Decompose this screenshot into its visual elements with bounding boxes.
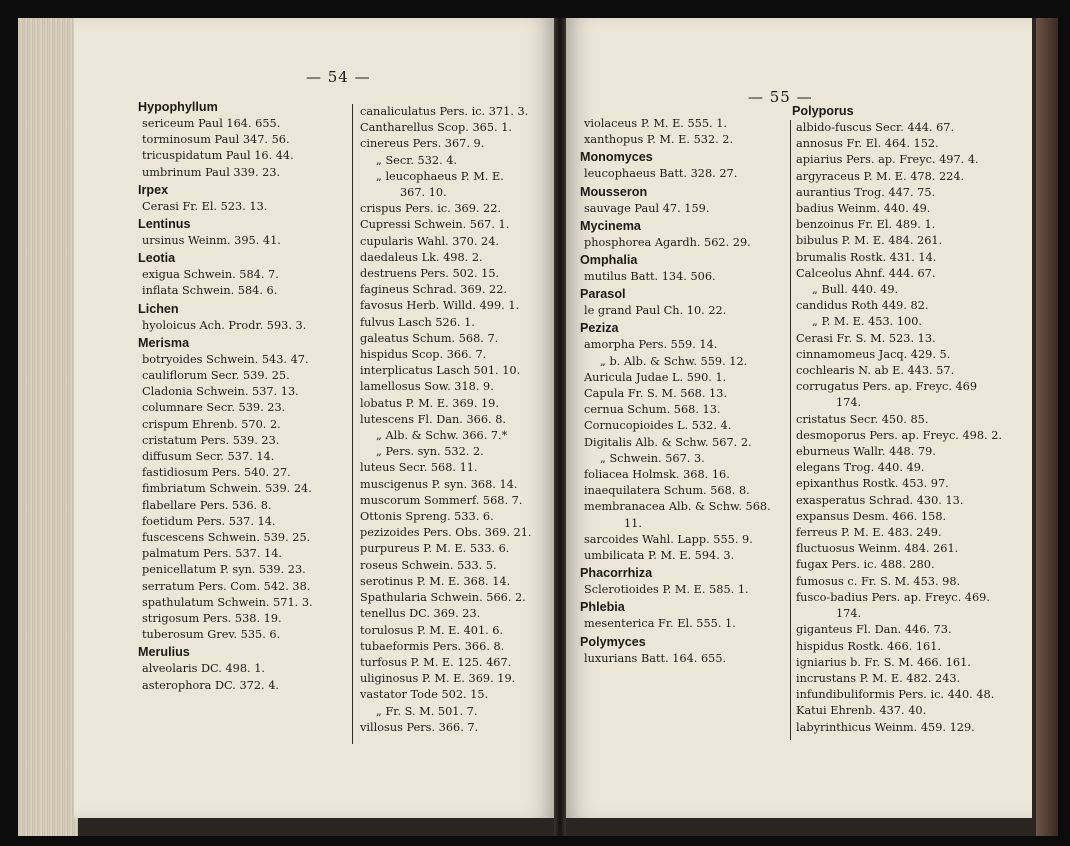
- species-entry: destruens Pers. 502. 15.: [360, 267, 500, 281]
- species-entry: botryoides Schwein. 543. 47.: [142, 352, 309, 366]
- genus-heading: Lentinus: [138, 217, 191, 232]
- right-column-1: [580, 116, 790, 667]
- species-entry: villosus Pers. 366. 7.: [360, 720, 479, 734]
- species-entry: incrustans P. M. E. 482. 243.: [796, 671, 961, 685]
- species-entry: „ Pers. syn. 532. 2.: [376, 445, 484, 459]
- species-entry: fulvus Lasch 526. 1.: [360, 315, 475, 329]
- species-entry: hispidus Scop. 366. 7.: [360, 348, 487, 362]
- book-gutter: [554, 18, 566, 836]
- book-spread: [18, 18, 1058, 836]
- species-entry: torminosum Paul 347. 56.: [142, 133, 290, 147]
- genus-heading: Omphalia: [580, 253, 638, 268]
- species-entry: hyoloicus Ach. Prodr. 593. 3.: [142, 318, 307, 332]
- species-entry: benzoinus Fr. El. 489. 1.: [796, 218, 936, 232]
- species-entry: fugax Pers. ic. 488. 280.: [796, 558, 935, 572]
- species-entry: Calceolus Ahnf. 444. 67.: [796, 266, 936, 280]
- right-page: [566, 18, 1032, 818]
- species-entry: „ leucophaeus P. M. E.: [376, 169, 504, 183]
- page-number-right: — 55 —: [748, 88, 813, 106]
- species-entry: Sclerotioides P. M. E. 585. 1.: [584, 583, 749, 597]
- species-entry: badius Weinm. 440. 49.: [796, 202, 931, 216]
- species-entry: pezizoides Pers. Obs. 369. 21.: [360, 526, 532, 540]
- genus-heading: Mycinema: [580, 218, 641, 233]
- genus-heading: Peziza: [580, 321, 619, 336]
- page-number-left: — 54 —: [306, 68, 371, 86]
- species-entry: leucophaeus Batt. 328. 27.: [584, 167, 738, 181]
- column-divider: [352, 104, 353, 744]
- species-entry: albido-fuscus Secr. 444. 67.: [796, 121, 955, 134]
- species-entry: Cladonia Schwein. 537. 13.: [142, 385, 299, 399]
- species-entry: 174.: [836, 396, 862, 410]
- genus-heading: Merulius: [138, 645, 190, 660]
- column-divider: [790, 120, 791, 740]
- species-entry: inflata Schwein. 584. 6.: [142, 284, 278, 298]
- species-entry: annosus Fr. El. 464. 152.: [796, 137, 939, 151]
- species-entry: „ b. Alb. & Schw. 559. 12.: [600, 354, 748, 368]
- genus-heading: Phlebia: [580, 600, 625, 615]
- species-entry: favosus Herb. Willd. 499. 1.: [360, 299, 520, 313]
- species-entry: cinnamomeus Jacq. 429. 5.: [796, 347, 951, 361]
- species-entry: „ Secr. 532. 4.: [376, 153, 458, 167]
- species-entry: apiarius Pers. ap. Freyc. 497. 4.: [796, 153, 979, 167]
- genus-heading: Irpex: [138, 182, 169, 197]
- species-entry: Cornucopioides L. 532. 4.: [584, 419, 732, 433]
- species-entry: spathulatum Schwein. 571. 3.: [142, 595, 313, 609]
- left-page: [74, 18, 554, 818]
- species-entry: lobatus P. M. E. 369. 19.: [360, 396, 499, 410]
- species-entry: mutilus Batt. 134. 506.: [584, 270, 716, 284]
- species-entry: penicellatum P. syn. 539. 23.: [142, 563, 306, 577]
- species-entry: „ Alb. & Schw. 366. 7.*: [376, 429, 508, 443]
- species-entry: sarcoides Wahl. Lapp. 555. 9.: [584, 532, 753, 546]
- species-entry: argyraceus P. M. E. 478. 224.: [796, 169, 965, 183]
- species-entry: tenellus DC. 369. 23.: [360, 607, 481, 621]
- left-column-1: [138, 98, 338, 694]
- species-entry: turfosus P. M. E. 125. 467.: [360, 655, 512, 669]
- right-column-2: [792, 102, 1026, 736]
- species-entry: uliginosus P. M. E. 369. 19.: [360, 672, 516, 686]
- left-column-2: [356, 104, 552, 736]
- species-entry: cinereus Pers. 367. 9.: [360, 137, 485, 151]
- genus-heading: Lichen: [138, 301, 179, 316]
- species-entry: mesenterica Fr. El. 555. 1.: [584, 617, 736, 631]
- species-entry: amorpha Pers. 559. 14.: [584, 338, 718, 352]
- species-entry: violaceus P. M. E. 555. 1.: [584, 117, 728, 130]
- species-entry: serotinus P. M. E. 368. 14.: [360, 574, 511, 588]
- species-entry: exasperatus Schrad. 430. 13.: [796, 493, 964, 507]
- page-edges-left: [18, 18, 78, 836]
- book-cover-edge: [1036, 18, 1058, 836]
- species-entry: 367. 10.: [400, 186, 447, 200]
- species-entry: cauliflorum Secr. 539. 25.: [142, 369, 290, 383]
- species-entry: roseus Schwein. 533. 5.: [360, 558, 497, 572]
- species-entry: vastator Tode 502. 15.: [360, 688, 489, 702]
- species-entry: palmatum Pers. 537. 14.: [142, 547, 283, 561]
- species-entry: crispus Pers. ic. 369. 22.: [360, 202, 502, 216]
- species-entry: asterophora DC. 372. 4.: [142, 678, 279, 692]
- species-entry: igniarius b. Fr. S. M. 466. 161.: [796, 655, 971, 669]
- species-entry: le grand Paul Ch. 10. 22.: [584, 304, 727, 318]
- genus-heading: Parasol: [580, 287, 626, 302]
- species-entry: luteus Secr. 568. 11.: [360, 461, 478, 475]
- species-entry: lamellosus Sow. 318. 9.: [360, 380, 494, 394]
- species-entry: columnare Secr. 539. 23.: [142, 401, 286, 415]
- species-entry: cochlearis N. ab E. 443. 57.: [796, 364, 955, 378]
- species-entry: fuscescens Schwein. 539. 25.: [142, 531, 311, 545]
- species-entry: fumosus c. Fr. S. M. 453. 98.: [796, 574, 961, 588]
- species-entry: membranacea Alb. & Schw. 568.: [584, 500, 771, 514]
- species-entry: fastidiosum Pers. 540. 27.: [142, 466, 291, 480]
- species-entry: foetidum Pers. 537. 14.: [142, 514, 276, 528]
- genus-heading: Monomyces: [580, 150, 653, 165]
- genus-heading: Leotia: [138, 251, 176, 266]
- species-entry: tubaeformis Pers. 366. 8.: [360, 639, 505, 653]
- species-entry: galeatus Schum. 568. 7.: [360, 331, 499, 345]
- species-entry: tuberosum Grev. 535. 6.: [142, 628, 281, 642]
- species-entry: „ P. M. E. 453. 100.: [812, 315, 923, 329]
- species-entry: cristatus Secr. 450. 85.: [796, 412, 929, 426]
- species-entry: Cantharellus Scop. 365. 1.: [360, 121, 512, 135]
- species-entry: Capula Fr. S. M. 568. 13.: [584, 387, 727, 401]
- species-entry: phosphorea Agardh. 562. 29.: [584, 235, 751, 249]
- species-entry: Katui Ehrenb. 437. 40.: [796, 704, 927, 718]
- species-entry: expansus Desm. 466. 158.: [796, 509, 947, 523]
- species-entry: umbrinum Paul 339. 23.: [142, 165, 281, 179]
- species-entry: sauvage Paul 47. 159.: [584, 201, 710, 215]
- genus-heading: Polymyces: [580, 634, 646, 649]
- species-entry: Cerasi Fr. El. 523. 13.: [142, 199, 268, 213]
- species-entry: epixanthus Rostk. 453. 97.: [796, 477, 949, 491]
- species-entry: bibulus P. M. E. 484. 261.: [796, 234, 943, 248]
- species-entry: interplicatus Lasch 501. 10.: [360, 364, 521, 378]
- species-entry: hispidus Rostk. 466. 161.: [796, 639, 941, 653]
- species-entry: Cupressi Schwein. 567. 1.: [360, 218, 510, 232]
- species-entry: xanthopus P. M. E. 532. 2.: [584, 133, 734, 147]
- species-entry: fluctuosus Weinm. 484. 261.: [796, 542, 959, 556]
- species-entry: serratum Pers. Com. 542. 38.: [142, 579, 311, 593]
- species-entry: sericeum Paul 164. 655.: [142, 117, 281, 130]
- species-entry: flabellare Pers. 536. 8.: [142, 498, 272, 512]
- species-entry: labyrinthicus Weinm. 459. 129.: [796, 720, 975, 734]
- genus-heading: Polyporus: [792, 104, 854, 118]
- species-entry: ursinus Weinm. 395. 41.: [142, 234, 281, 248]
- species-entry: giganteus Fl. Dan. 446. 73.: [796, 623, 952, 637]
- species-entry: infundibuliformis Pers. ic. 440. 48.: [796, 688, 995, 702]
- genus-heading: Hypophyllum: [138, 100, 218, 114]
- species-entry: candidus Roth 449. 82.: [796, 299, 929, 313]
- species-entry: crispum Ehrenb. 570. 2.: [142, 417, 281, 431]
- species-entry: Cerasi Fr. S. M. 523. 13.: [796, 331, 936, 345]
- species-entry: Spathularia Schwein. 566. 2.: [360, 591, 526, 605]
- species-entry: cernua Schum. 568. 13.: [584, 403, 721, 417]
- species-entry: ferreus P. M. E. 483. 249.: [796, 526, 942, 540]
- species-entry: 11.: [624, 516, 642, 530]
- species-entry: fagineus Schrad. 369. 22.: [360, 283, 507, 297]
- species-entry: Digitalis Alb. & Schw. 567. 2.: [584, 435, 752, 449]
- species-entry: umbilicata P. M. E. 594. 3.: [584, 549, 735, 563]
- species-entry: cupularis Wahl. 370. 24.: [360, 234, 500, 248]
- species-entry: muscorum Sommerf. 568. 7.: [360, 493, 523, 507]
- species-entry: corrugatus Pers. ap. Freyc. 469: [796, 380, 978, 394]
- species-entry: lutescens Fl. Dan. 366. 8.: [360, 412, 506, 426]
- species-entry: „ Fr. S. M. 501. 7.: [376, 704, 478, 718]
- species-entry: exigua Schwein. 584. 7.: [142, 268, 279, 282]
- genus-heading: Merisma: [138, 335, 190, 350]
- species-entry: muscigenus P. syn. 368. 14.: [360, 477, 518, 491]
- species-entry: torulosus P. M. E. 401. 6.: [360, 623, 504, 637]
- species-entry: eburneus Wallr. 448. 79.: [796, 445, 936, 459]
- species-entry: diffusum Secr. 537. 14.: [142, 450, 275, 464]
- species-entry: daedaleus Lk. 498. 2.: [360, 250, 483, 264]
- species-entry: Auricula Judae L. 590. 1.: [584, 370, 727, 384]
- species-entry: fusco-badius Pers. ap. Freyc. 469.: [796, 590, 990, 604]
- species-entry: purpureus P. M. E. 533. 6.: [360, 542, 510, 556]
- species-entry: Ottonis Spreng. 533. 6.: [360, 510, 494, 524]
- species-entry: foliacea Holmsk. 368. 16.: [584, 468, 730, 482]
- genus-heading: Mousseron: [580, 184, 648, 199]
- species-entry: „ Bull. 440. 49.: [812, 283, 899, 297]
- species-entry: strigosum Pers. 538. 19.: [142, 612, 282, 626]
- species-entry: canaliculatus Pers. ic. 371. 3.: [360, 105, 529, 118]
- species-entry: 174.: [836, 607, 862, 621]
- species-entry: brumalis Rostk. 431. 14.: [796, 250, 937, 264]
- species-entry: inaequilatera Schum. 568. 8.: [584, 484, 750, 498]
- species-entry: „ Schwein. 567. 3.: [600, 451, 705, 465]
- species-entry: cristatum Pers. 539. 23.: [142, 433, 280, 447]
- species-entry: desmoporus Pers. ap. Freyc. 498. 2.: [796, 428, 1002, 442]
- species-entry: elegans Trog. 440. 49.: [796, 461, 925, 475]
- species-entry: tricuspidatum Paul 16. 44.: [142, 149, 294, 163]
- species-entry: aurantius Trog. 447. 75.: [796, 185, 936, 199]
- species-entry: alveolaris DC. 498. 1.: [142, 662, 265, 676]
- species-entry: luxurians Batt. 164. 655.: [584, 651, 727, 665]
- genus-heading: Phacorrhiza: [580, 566, 653, 581]
- species-entry: fimbriatum Schwein. 539. 24.: [142, 482, 312, 496]
